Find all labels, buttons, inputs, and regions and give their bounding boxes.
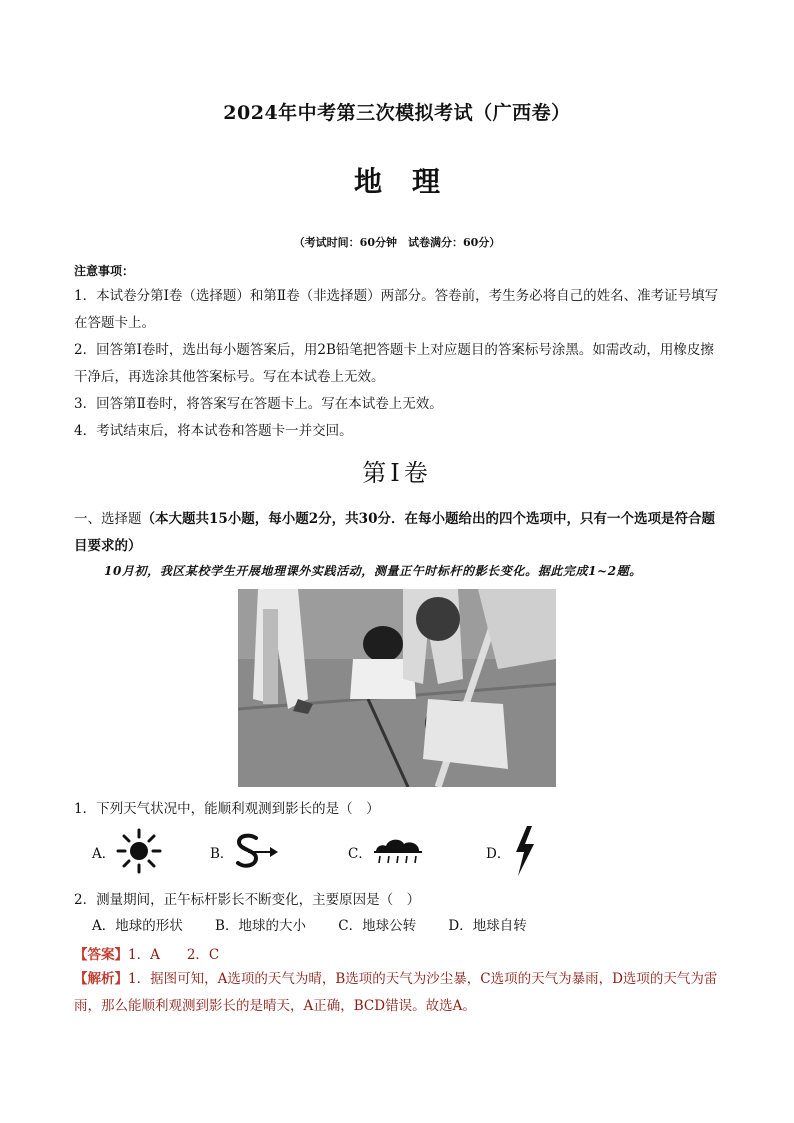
question-1-stem: 1．下列天气状况中，能顺利观测到影长的是（ ） (74, 801, 380, 817)
analysis-tag: 【解析】 (74, 971, 128, 987)
analysis-block (74, 966, 724, 1020)
notice-item-1: 1．本试卷分第Ⅰ卷（选择题）和第Ⅱ卷（非选择题）两部分。答卷前，考生务必将自己的姓名、准考证号填写在答题卡上。 (74, 288, 719, 331)
analysis-text: 1．据图可知，A选项的天气为晴，B选项的天气为沙尘暴，C选项的天气为暴雨，D选项的天气为雷雨，那么能顺利观测到影长的是晴天，A正确，BCD错误。故选A。 (74, 971, 718, 1014)
option-c-label: C． (348, 846, 372, 862)
exam-info: （考试时间：60分钟 试卷满分：60分） (293, 236, 501, 249)
notice-item-4: 4．考试结束后，将本试卷和答题卡一并交回。 (74, 423, 353, 439)
answer-text: 1．A 2．C (128, 947, 220, 963)
option-b-label: B． (210, 846, 234, 862)
option-c: C．地球公转 (338, 918, 417, 934)
thunderstorm-icon (510, 824, 538, 882)
answer-tag: 【答案】 (74, 947, 128, 963)
notice-item-2: 2．回答第Ⅰ卷时，选出每小题答案后，用2B铅笔把答题卡上对应题目的答案标号涂黑。如需改动，用橡皮擦干净后，再选涂其他答案标号。写在本试卷上无效。 (74, 342, 714, 385)
rainstorm-icon (372, 836, 424, 870)
option-b: B．地球的大小 (215, 918, 306, 934)
section-heading (74, 506, 724, 560)
option-a-label: A． (92, 846, 116, 862)
question-context: 10月初，我区某校学生开展地理课外实践活动，测量正午时标杆的影长变化。据此完成1~2题。 (104, 564, 642, 578)
section-instructions: （本大题共15小题，每小题2分，共30分．在每小题给出的四个选项中，只有一个选项是符合题目要求的） (74, 511, 715, 554)
notice-item-3: 3．回答第Ⅱ卷时，将答案写在答题卡上。写在本试卷上无效。 (74, 396, 443, 412)
notice-heading: 注意事项： (74, 264, 135, 278)
option-d: D．地球自转 (448, 918, 527, 934)
question-1-options (0, 824, 794, 878)
exam-title: 2024年中考第三次模拟考试（广西卷） (223, 102, 571, 124)
question-2-options (92, 914, 555, 934)
option-d-label: D． (486, 846, 511, 862)
question-2-stem: 2．测量期间，正午标杆影长不断变化，主要原因是（ ） (74, 892, 421, 908)
subject-title: 地理 (353, 165, 470, 198)
volume-title: 第Ⅰ卷 (362, 459, 432, 487)
sandstorm-icon (234, 832, 280, 876)
sun-icon (116, 828, 162, 878)
section-prefix: 一、选择题 (74, 511, 142, 527)
field-activity-photo (238, 589, 556, 787)
option-a: A．地球的形状 (92, 918, 183, 934)
answer-line (74, 943, 219, 963)
